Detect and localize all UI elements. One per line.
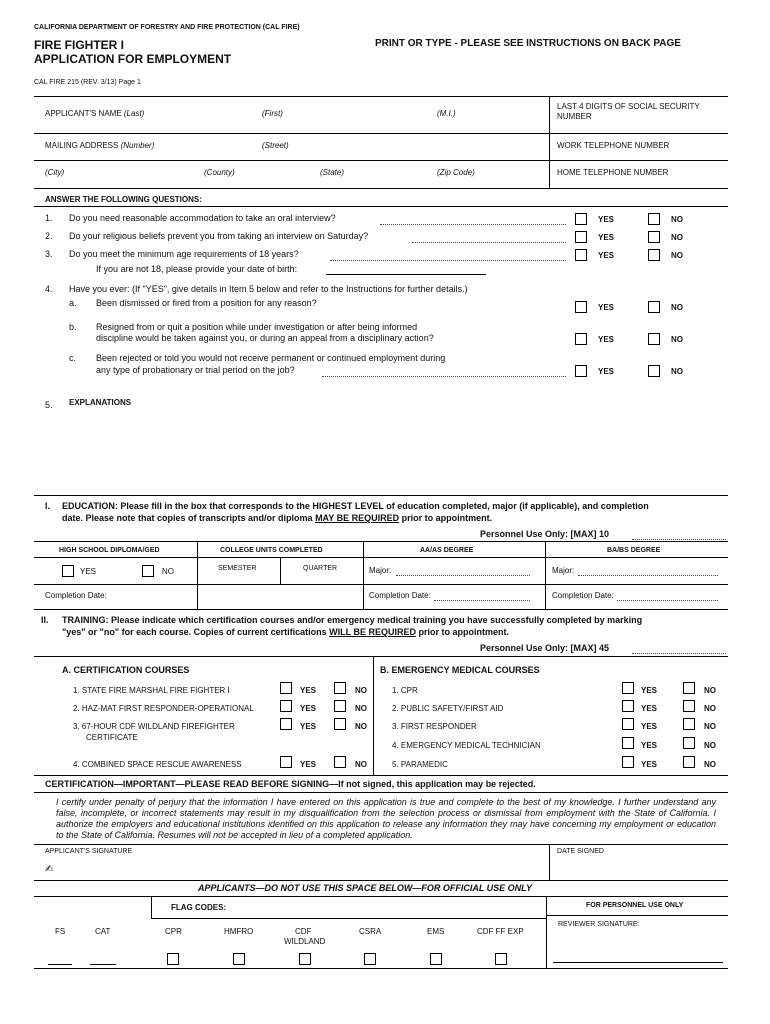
county-label: (County) (204, 168, 235, 177)
aa-completion-label: Completion Date: (369, 591, 431, 600)
no-label: NO (671, 233, 683, 242)
cpr-flag-label: CPR (165, 927, 182, 936)
ems-course-2: 2. PUBLIC SAFETY/FIRST AID (392, 704, 504, 713)
form-title-line1: FIRE FIGHTER I (34, 38, 124, 52)
q3-yes-checkbox[interactable] (575, 249, 587, 261)
yes-label: YES (300, 686, 317, 695)
yes-label: YES (598, 233, 615, 242)
q1-yes-checkbox[interactable] (575, 213, 587, 225)
reviewer-signature-label: REVIEWER SIGNATURE: (558, 921, 640, 928)
hs-diploma-header: HIGH SCHOOL DIPLOMA/GED (59, 547, 160, 554)
questions-heading: ANSWER THE FOLLOWING QUESTIONS: (45, 195, 202, 204)
yes-label: YES (641, 686, 658, 695)
street-label: (Street) (262, 141, 289, 150)
no-label: NO (704, 686, 716, 695)
yes-label: YES (300, 722, 317, 731)
yes-label: YES (598, 367, 615, 376)
training-instructions-line1: TRAINING: Please indicate which certification courses and/or emergency medical training you have successfully completed by marking (62, 615, 643, 625)
certification-courses-heading: A. CERTIFICATION COURSES (62, 665, 190, 675)
city-label: (City) (45, 168, 65, 177)
signature-label: APPLICANT'S SIGNATURE (45, 848, 133, 855)
question-number: 1. (45, 213, 53, 223)
ba-major-label: Major: (552, 566, 575, 575)
question-4a: Been dismissed or fired from a position for any reason? (96, 298, 317, 308)
sub-question-letter: a. (69, 298, 77, 308)
cdf-flag-label: CDF (295, 927, 312, 936)
education-instructions-line1: EDUCATION: Please fill in the box that corresponds to the HIGHEST LEVEL of education completed, major (if applicable), and completion (62, 501, 649, 511)
question-number: 2. (45, 231, 53, 241)
question-4c-line1: Been rejected or told you would not receive permanent or continued employment during (96, 353, 446, 363)
semester-label: SEMESTER (218, 565, 257, 572)
home-phone-field[interactable] (550, 161, 728, 187)
no-label: NO (671, 251, 683, 260)
yes-label: YES (300, 760, 317, 769)
q1-no-checkbox[interactable] (648, 213, 660, 225)
question-3: Do you meet the minimum age requirements of 18 years? (69, 249, 299, 259)
hs-yes-checkbox[interactable] (62, 565, 74, 577)
cert1-no-checkbox[interactable] (334, 682, 346, 694)
no-label: NO (355, 704, 367, 713)
q4c-no-checkbox[interactable] (648, 365, 660, 377)
ems2-yes-checkbox[interactable] (622, 700, 634, 712)
cert-course-1: 1. STATE FIRE MARSHAL FIRE FIGHTER I (73, 686, 230, 695)
ems1-yes-checkbox[interactable] (622, 682, 634, 694)
ba-degree-header: BA/BS DEGREE (607, 547, 661, 554)
ba-completion-field[interactable] (617, 600, 718, 601)
cpr-flag-checkbox[interactable] (167, 953, 179, 965)
no-label: NO (671, 335, 683, 344)
hmfro-flag-checkbox[interactable] (233, 953, 245, 965)
no-label: NO (671, 303, 683, 312)
cat-field[interactable] (90, 964, 116, 965)
q4b-no-checkbox[interactable] (648, 333, 660, 345)
cdf-flag-checkbox[interactable] (299, 953, 311, 965)
middle-initial-label: (M.I.) (437, 109, 456, 118)
question-number: 3. (45, 249, 53, 259)
cert3-no-checkbox[interactable] (334, 718, 346, 730)
q2-yes-checkbox[interactable] (575, 231, 587, 243)
cert-course-3: 3. 67-HOUR CDF WILDLAND FIREFIGHTER (73, 722, 235, 731)
education-personnel-use: Personnel Use Only: [MAX] 10 (480, 529, 610, 539)
question-4b-line2: discipline would be taken against you, or during an appeal from a disciplinary action? (96, 333, 434, 343)
question-number: 5. (45, 400, 53, 410)
ems3-yes-checkbox[interactable] (622, 718, 634, 730)
yes-label: YES (641, 722, 658, 731)
home-phone-label: HOME TELEPHONE NUMBER (557, 168, 669, 177)
print-instructions: PRINT OR TYPE - PLEASE SEE INSTRUCTIONS ON BACK PAGE (375, 38, 681, 49)
q4a-no-checkbox[interactable] (648, 301, 660, 313)
ems-flag-checkbox[interactable] (430, 953, 442, 965)
yes-label: YES (641, 704, 658, 713)
explanations-label: EXPLANATIONS (69, 398, 132, 407)
question-1: Do you need reasonable accommodation to take an oral interview? (69, 213, 336, 223)
training-instructions-line2: "yes" or "no" for each course. Copies of current certifications WILL BE REQUIRED prior to appointment. (62, 627, 509, 637)
date-signed-field[interactable] (550, 858, 728, 878)
ems-courses-heading: B. EMERGENCY MEDICAL COURSES (380, 665, 540, 675)
date-signed-label: DATE SIGNED (557, 848, 604, 855)
q2-no-checkbox[interactable] (648, 231, 660, 243)
hmfro-flag-label: HMFRO (224, 927, 254, 936)
no-label: NO (355, 722, 367, 731)
question-4: Have you ever: (If "YES", give details in Item 5 below and refer to the Instructions for further details.) (69, 284, 468, 294)
ems-course-3: 3. FIRST RESPONDER (392, 722, 477, 731)
fs-field[interactable] (48, 964, 72, 965)
question-3-sub: If you are not 18, please provide your date of birth: (96, 264, 298, 274)
work-phone-field[interactable] (550, 134, 728, 159)
ems2-no-checkbox[interactable] (683, 700, 695, 712)
cert4-yes-checkbox[interactable] (280, 756, 292, 768)
section-number: I. (45, 501, 51, 511)
mailing-address-label: MAILING ADDRESS (Number) (45, 141, 155, 150)
hs-no-checkbox[interactable] (142, 565, 154, 577)
q3-no-checkbox[interactable] (648, 249, 660, 261)
department-name: CALIFORNIA DEPARTMENT OF FORESTRY AND FIRE PROTECTION (CAL FIRE) (34, 24, 300, 31)
cert2-yes-checkbox[interactable] (280, 700, 292, 712)
semester-units-field[interactable] (198, 573, 280, 583)
explanations-field[interactable] (69, 410, 728, 492)
education-instructions-line2: date. Please note that copies of transcripts and/or diploma MAY BE REQUIRED prior to appointment. (62, 513, 493, 523)
ems1-no-checkbox[interactable] (683, 682, 695, 694)
no-label: NO (704, 704, 716, 713)
yes-label: YES (80, 567, 97, 576)
signature-field[interactable] (60, 858, 548, 878)
yes-label: YES (641, 760, 658, 769)
cdf-ff-exp-flag-checkbox[interactable] (495, 953, 507, 965)
work-phone-label: WORK TELEPHONE NUMBER (557, 141, 670, 150)
cert4-no-checkbox[interactable] (334, 756, 346, 768)
college-units-header: COLLEGE UNITS COMPLETED (220, 547, 323, 554)
cdf-flag-label-line2: WILDLAND (284, 937, 326, 946)
cert-course-4: 4. COMBINED SPACE RESCUE AWARENESS (73, 760, 242, 769)
reviewer-signature-field[interactable] (553, 962, 723, 963)
csra-flag-label: CSRA (359, 927, 382, 936)
cert-course-2: 2. HAZ-MAT FIRST RESPONDER-OPERATIONAL (73, 704, 254, 713)
cert-course-3-line2: CERTIFICATE (86, 733, 138, 742)
form-title-line2: APPLICATION FOR EMPLOYMENT (34, 52, 232, 66)
cert3-yes-checkbox[interactable] (280, 718, 292, 730)
form-id: CAL FIRE 215 (REV. 3/13) Page 1 (34, 79, 141, 86)
no-label: NO (355, 686, 367, 695)
q4a-yes-checkbox[interactable] (575, 301, 587, 313)
ems5-no-checkbox[interactable] (683, 756, 695, 768)
ems-course-4: 4. EMERGENCY MEDICAL TECHNICIAN (392, 741, 541, 750)
hs-completion-label: Completion Date: (45, 591, 107, 600)
question-2: Do your religious beliefs prevent you from taking an interview on Saturday? (69, 231, 369, 241)
yes-label: YES (598, 215, 615, 224)
aa-major-label: Major: (369, 566, 392, 575)
personnel-use-only-label: FOR PERSONNEL USE ONLY (586, 902, 684, 909)
yes-label: YES (300, 704, 317, 713)
quarter-units-field[interactable] (281, 573, 363, 583)
pen-icon: ✍ (45, 864, 54, 875)
no-label: NO (704, 741, 716, 750)
yes-label: YES (598, 251, 615, 260)
csra-flag-checkbox[interactable] (364, 953, 376, 965)
yes-label: YES (598, 335, 615, 344)
section-number: II. (41, 615, 49, 625)
sub-question-letter: b. (69, 322, 77, 332)
no-label: NO (162, 567, 174, 576)
mailing-address-field[interactable] (34, 134, 549, 159)
flag-codes-label: FLAG CODES: (171, 903, 227, 912)
first-name-label: (First) (262, 109, 283, 118)
q4c-yes-checkbox[interactable] (575, 365, 587, 377)
cert1-yes-checkbox[interactable] (280, 682, 292, 694)
no-label: NO (704, 722, 716, 731)
applicant-name-label: APPLICANT'S NAME (Last) (45, 109, 145, 118)
ems-flag-label: EMS (427, 927, 445, 936)
no-label: NO (671, 215, 683, 224)
ssn-label: LAST 4 DIGITS OF SOCIAL SECURITY NUMBER (557, 102, 700, 121)
yes-label: YES (598, 303, 615, 312)
question-4b-line1: Resigned from or quit a position while under investigation or after being informed (96, 322, 418, 332)
official-use-banner: APPLICANTS—DO NOT USE THIS SPACE BELOW—FOR OFFICIAL USE ONLY (198, 883, 533, 893)
ems3-no-checkbox[interactable] (683, 718, 695, 730)
training-personnel-use: Personnel Use Only: [MAX] 45 (480, 643, 610, 653)
ba-major-field[interactable] (578, 575, 718, 576)
question-number: 4. (45, 284, 53, 294)
ems5-yes-checkbox[interactable] (622, 756, 634, 768)
question-4c-line2: any type of probationary or trial period on the job? (96, 365, 295, 375)
ems-course-5: 5. PARAMEDIC (392, 760, 448, 769)
ba-completion-label: Completion Date: (552, 591, 614, 600)
q4b-yes-checkbox[interactable] (575, 333, 587, 345)
yes-label: YES (641, 741, 658, 750)
quarter-label: QUARTER (303, 565, 338, 572)
certification-heading: CERTIFICATION—IMPORTANT—PLEASE READ BEFORE SIGNING—If not signed, this application may be rejected. (45, 779, 536, 789)
no-label: NO (704, 760, 716, 769)
ems4-yes-checkbox[interactable] (622, 737, 634, 749)
certification-statement: I certify under penalty of perjury that the information I have entered on this application is true and complete to the best of my knowledge. I further understand any false, incomplete, or incorrect statements may result in my disqualification from the selection process or dismissal from employment with the State of California. I authorize the employers and educational institutions identified on this application to release any information they may have concerning my employment or education to the State of California. Resumes will not be accepted in lieu of a completed application. (56, 797, 716, 840)
state-label: (State) (320, 168, 345, 177)
fs-label: FS (55, 927, 66, 936)
dob-field[interactable] (326, 274, 486, 275)
ssn-field[interactable] (550, 97, 728, 132)
ems-course-1: 1. CPR (392, 686, 418, 695)
cdf-ff-exp-flag-label: CDF FF EXP (477, 927, 524, 936)
aa-completion-field[interactable] (434, 600, 530, 601)
no-label: NO (355, 760, 367, 769)
aa-degree-header: AA/AS DEGREE (420, 547, 474, 554)
ems4-no-checkbox[interactable] (683, 737, 695, 749)
cat-label: CAT (95, 927, 111, 936)
zip-label: (Zip Code) (437, 168, 475, 177)
city-state-zip-field[interactable] (34, 161, 549, 187)
aa-major-field[interactable] (396, 575, 530, 576)
no-label: NO (671, 367, 683, 376)
cert2-no-checkbox[interactable] (334, 700, 346, 712)
sub-question-letter: c. (69, 353, 77, 363)
applicant-name-field[interactable] (34, 97, 549, 132)
